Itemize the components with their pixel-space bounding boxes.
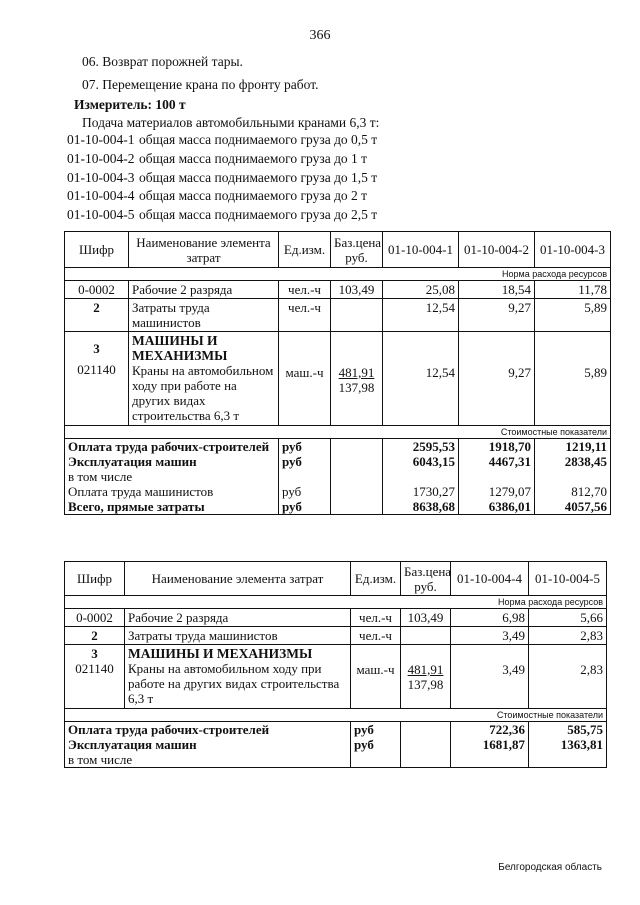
machine-name: Краны на автомобильном ходу при работе на других видах строительства 6,3 т xyxy=(128,661,340,706)
cell-value: 3,49 xyxy=(451,627,529,645)
table-row xyxy=(65,332,611,426)
total-value: 6043,15 xyxy=(383,454,459,484)
cell-code: 2 xyxy=(65,627,125,645)
header-col: 01-10-004-4 xyxy=(451,562,529,596)
total-unit: руб xyxy=(279,499,331,515)
section-title: МАШИНЫ И МЕХАНИЗМЫ xyxy=(128,646,313,661)
code-line xyxy=(67,170,377,186)
cell-value: 5,66 xyxy=(529,609,607,627)
code: 01-10-004-3 xyxy=(67,170,135,185)
price: 481,91 xyxy=(407,662,444,677)
cell-price xyxy=(401,627,451,645)
code-description: общая масса поднимаемого груза до 1 т xyxy=(139,151,368,166)
total-label: Оплата труда рабочих-строителей xyxy=(65,439,279,455)
code-description: общая масса поднимаемого груза до 2 т xyxy=(139,188,368,203)
cell-name: Рабочие 2 разряда xyxy=(129,281,279,299)
table-row xyxy=(65,299,611,332)
cell-name: Затраты труда машинистов xyxy=(129,299,279,332)
machine-name: Краны на автомобильном ходу при работе на других видах строительства 6,3 т xyxy=(132,363,274,423)
cell-value: 9,27 xyxy=(459,332,535,426)
total-value: 585,75 xyxy=(529,722,607,738)
cell-code: 2 xyxy=(65,299,129,332)
total-label xyxy=(65,454,279,484)
cell-price xyxy=(331,332,383,426)
footer-region: Белгородская область xyxy=(498,862,602,873)
code-line xyxy=(67,151,367,167)
cell-price xyxy=(331,299,383,332)
cell-code: 0-0002 xyxy=(65,609,125,627)
cell-price: 103,49 xyxy=(331,281,383,299)
total-row xyxy=(65,737,607,768)
header-col: 01-10-004-2 xyxy=(459,232,535,268)
code-description: общая масса поднимаемого груза до 1,5 т xyxy=(139,170,378,185)
total-sublabel: в том числе xyxy=(68,752,133,767)
code-description: общая масса поднимаемого груза до 2,5 т xyxy=(139,207,378,222)
code-description: общая масса поднимаемого груза до 0,5 т xyxy=(139,132,378,147)
cell-unit: маш.-ч xyxy=(279,332,331,426)
cell-value: 6,98 xyxy=(451,609,529,627)
total-row xyxy=(65,484,611,499)
price: 481,91 xyxy=(338,365,375,380)
table-row xyxy=(65,281,611,299)
header-col: 01-10-004-3 xyxy=(535,232,611,268)
header-price: Баз.цена руб. xyxy=(401,562,451,596)
total-value: 1730,27 xyxy=(383,484,459,499)
code: 01-10-004-1 xyxy=(67,132,135,147)
cell-value: 5,89 xyxy=(535,332,611,426)
machine-code: 021140 xyxy=(75,661,114,676)
cell-value: 5,89 xyxy=(535,299,611,332)
cell-code xyxy=(65,332,129,426)
table-row xyxy=(65,645,607,709)
cell-value: 11,78 xyxy=(535,281,611,299)
section-code: 3 xyxy=(91,646,98,661)
total-unit: руб xyxy=(279,484,331,499)
cost-label: Стоимостные показатели xyxy=(65,426,611,439)
total-value: 8638,68 xyxy=(383,499,459,515)
total-label: Оплата труда рабочих-строителей xyxy=(65,722,351,738)
total-sublabel: в том числе xyxy=(68,469,133,484)
cell-price xyxy=(401,645,451,709)
header-code: Шифр xyxy=(65,232,129,268)
total-value: 722,36 xyxy=(451,722,529,738)
total-row xyxy=(65,439,611,455)
total-value: 6386,01 xyxy=(459,499,535,515)
cell-value: 2,83 xyxy=(529,627,607,645)
resource-table-1 xyxy=(64,231,611,515)
table-row xyxy=(65,609,607,627)
total-row xyxy=(65,454,611,484)
norm-label: Норма расхода ресурсов xyxy=(65,268,611,281)
cell-unit: чел.-ч xyxy=(351,609,401,627)
cost-label: Стоимостные показатели xyxy=(65,709,607,722)
cell-value: 18,54 xyxy=(459,281,535,299)
cell-value: 25,08 xyxy=(383,281,459,299)
code: 01-10-004-4 xyxy=(67,188,135,203)
total-label-text: Эксплуатация машин xyxy=(68,737,197,752)
table-row xyxy=(65,627,607,645)
price-secondary: 137,98 xyxy=(338,380,375,395)
total-label: Всего, прямые затраты xyxy=(65,499,279,515)
total-label-text: Эксплуатация машин xyxy=(68,454,197,469)
cell-unit: маш.-ч xyxy=(351,645,401,709)
total-unit: руб xyxy=(351,737,401,768)
header-name: Наименование элемента затрат xyxy=(129,232,279,268)
code-line xyxy=(67,207,377,223)
cell-code xyxy=(65,645,125,709)
section-title: МАШИНЫ И МЕХАНИЗМЫ xyxy=(132,333,228,363)
page-number: 366 xyxy=(309,28,331,43)
header-price: Баз.цена руб. xyxy=(331,232,383,268)
header-col: 01-10-004-1 xyxy=(383,232,459,268)
header-col: 01-10-004-5 xyxy=(529,562,607,596)
cell-name: Затраты труда машинистов xyxy=(125,627,351,645)
total-value: 1219,11 xyxy=(535,439,611,455)
cell-unit: чел.-ч xyxy=(351,627,401,645)
cell-code: 0-0002 xyxy=(65,281,129,299)
total-value: 4467,31 xyxy=(459,454,535,484)
total-value: 2838,45 xyxy=(535,454,611,484)
total-value: 4057,56 xyxy=(535,499,611,515)
cell-unit: чел.-ч xyxy=(279,299,331,332)
cell-name: Рабочие 2 разряда xyxy=(125,609,351,627)
total-value: 1918,70 xyxy=(459,439,535,455)
cell-unit: чел.-ч xyxy=(279,281,331,299)
total-value: 812,70 xyxy=(535,484,611,499)
total-value: 1681,87 xyxy=(451,737,529,768)
total-unit: руб xyxy=(279,439,331,455)
code: 01-10-004-2 xyxy=(67,151,135,166)
cell-name xyxy=(129,332,279,426)
intro-item-7: 07. Перемещение крана по фронту работ. xyxy=(82,77,319,92)
total-label xyxy=(65,737,351,768)
total-value: 1363,81 xyxy=(529,737,607,768)
header-unit: Ед.изм. xyxy=(279,232,331,268)
total-label: Оплата труда машинистов xyxy=(65,484,279,499)
cell-value: 2,83 xyxy=(529,645,607,709)
code-line xyxy=(67,132,377,148)
header-unit: Ед.изм. xyxy=(351,562,401,596)
total-unit: руб xyxy=(279,454,331,484)
resource-table-2 xyxy=(64,561,607,768)
measure-unit: Измеритель: 100 т xyxy=(74,97,186,112)
price-secondary: 137,98 xyxy=(407,677,444,692)
total-row xyxy=(65,499,611,515)
norm-label: Норма расхода ресурсов xyxy=(65,596,607,609)
code: 01-10-004-5 xyxy=(67,207,135,222)
cell-value: 12,54 xyxy=(383,299,459,332)
header-code: Шифр xyxy=(65,562,125,596)
total-row xyxy=(65,722,607,738)
intro-item-6: 06. Возврат порожней тары. xyxy=(82,54,243,69)
total-unit: руб xyxy=(351,722,401,738)
total-value: 1279,07 xyxy=(459,484,535,499)
supply-heading: Подача материалов автомобильными кранами 6,3 т: xyxy=(82,115,380,130)
code-line xyxy=(67,188,367,204)
total-value: 2595,53 xyxy=(383,439,459,455)
machine-code: 021140 xyxy=(77,362,116,377)
cell-value: 9,27 xyxy=(459,299,535,332)
cell-price: 103,49 xyxy=(401,609,451,627)
cell-value: 3,49 xyxy=(451,645,529,709)
cell-value: 12,54 xyxy=(383,332,459,426)
section-code: 3 xyxy=(93,341,100,356)
header-name: Наименование элемента затрат xyxy=(125,562,351,596)
cell-name xyxy=(125,645,351,709)
